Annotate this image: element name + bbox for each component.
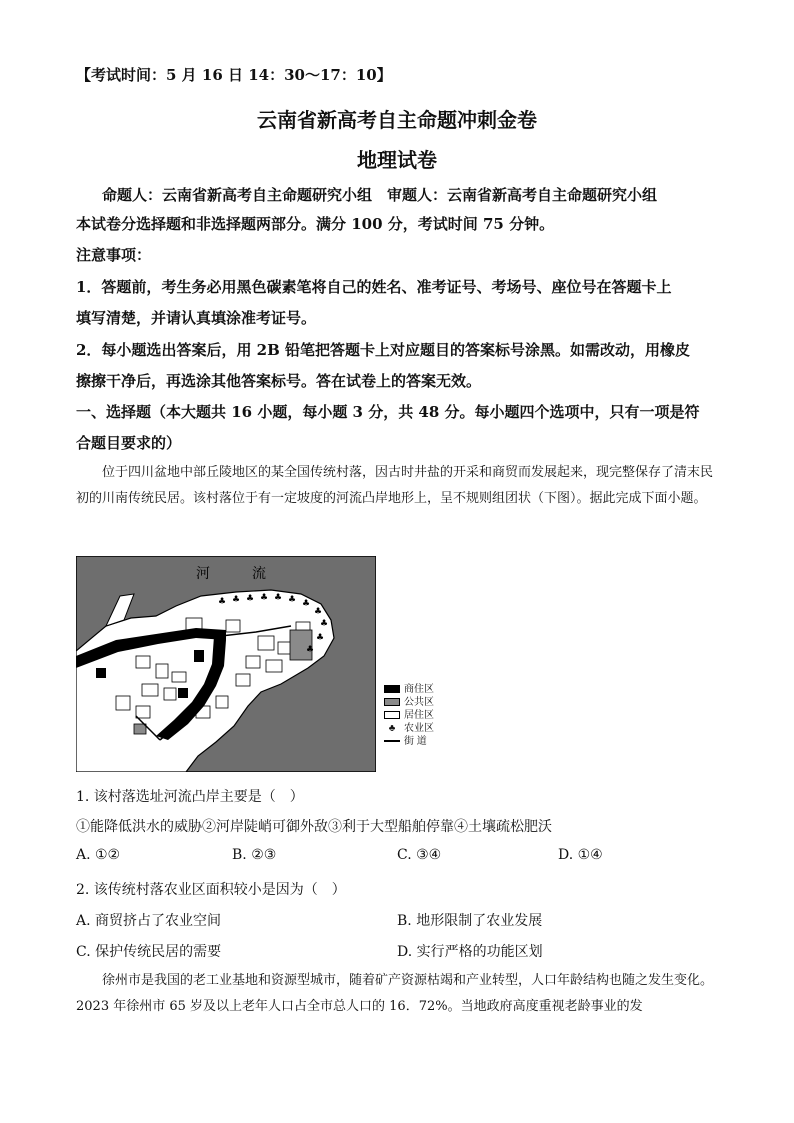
q2-option-c[interactable]: C. 保护传统民居的需要	[76, 944, 222, 960]
passage-2-text: 徐州市是我国的老工业基地和资源型城市，随着矿产资源枯竭和产业转型，人口年龄结构也随之发生变化。2023 年徐州市 65 岁及以上老年人口占全市总人口的 16．72%。当地政府高度重视老龄事业的发	[76, 973, 714, 1014]
exam-time: 【考试时间：5 月 16 日 14：30～17：10】	[76, 66, 392, 84]
q1-option-c[interactable]: C. ③④	[397, 847, 442, 863]
section-heading-line-1: 一、选择题（本大题共 16 小题，每小题 3 分，共 48 分。每小题四个选项中，只有一项是符	[76, 403, 700, 421]
street-swatch	[384, 740, 400, 742]
svg-text:♣: ♣	[260, 593, 269, 603]
svg-text:♣: ♣	[232, 595, 241, 605]
q2-stem: 2. 该传统村落农业区面积较小是因为（ ）	[76, 882, 346, 898]
q2-option-a[interactable]: A. 商贸挤占了农业空间	[76, 913, 222, 929]
svg-text:♣: ♣	[302, 599, 311, 609]
passage-2	[76, 968, 721, 1020]
notice-1-line-1: 1．答题前，考生务必用黑色碳素笔将自己的姓名、准考证号、考场号、座位号在答题卡上	[76, 278, 672, 296]
village-map	[76, 556, 376, 772]
legend-commercial: 商住区	[384, 683, 454, 696]
river-label-1: 河	[196, 566, 210, 582]
river-label-2: 流	[252, 566, 266, 582]
q1-stem: 1. 该村落选址河流凸岸主要是（ ）	[76, 789, 304, 805]
notice-1-line-2: 填写清楚，并请认真填涂准考证号。	[76, 309, 317, 327]
legend-residential: 居住区	[384, 709, 454, 722]
svg-text:♣: ♣	[218, 597, 227, 607]
q1-statements: ①能降低洪水的威胁②河岸陡峭可御外敌③利于大型船舶停靠④土壤疏松肥沃	[76, 819, 552, 835]
commercial-swatch	[384, 685, 400, 693]
notice-2-line-1: 2．每小题选出答案后，用 2B 铅笔把答题卡上对应题目的答案标号涂黑。如需改动，用橡皮	[76, 341, 691, 359]
q1-option-a[interactable]: A. ①②	[76, 847, 121, 863]
q2-option-d[interactable]: D. 实行严格的功能区划	[397, 944, 543, 960]
q1-option-b[interactable]: B. ②③	[232, 847, 277, 863]
section-heading-line-2: 合题目要求的）	[76, 434, 182, 452]
svg-text:♣: ♣	[288, 595, 297, 605]
paper-subject: 地理试卷	[357, 148, 437, 172]
paper-title: 云南省新高考自主命题冲刺金卷	[257, 108, 537, 132]
svg-text:♣: ♣	[246, 594, 255, 604]
authors-line: 命题人：云南省新高考自主命题研究小组 审题人：云南省新高考自主命题研究小组	[102, 186, 658, 204]
passage-1-text: 位于四川盆地中部丘陵地区的某全国传统村落，因古时井盐的开采和商贸而发展起来，现完整保存了清末民初的川南传统民居。该村落位于有一定坡度的河流凸岸地形上，呈不规则组团状（下图）。据此完成下面小题。	[76, 465, 714, 506]
q1-option-d[interactable]: D. ①④	[558, 847, 603, 863]
q2-option-b[interactable]: B. 地形限制了农业发展	[397, 913, 543, 929]
structure-line: 本试卷分选择题和非选择题两部分。满分 100 分，考试时间 75 分钟。	[76, 215, 555, 233]
tree-icon: ♣	[388, 722, 396, 734]
residential-swatch	[384, 711, 400, 719]
svg-text:♣: ♣	[306, 645, 315, 655]
legend-public: 公共区	[384, 696, 454, 709]
public-swatch	[384, 698, 400, 706]
map-legend	[384, 683, 454, 748]
svg-text:♣: ♣	[314, 607, 323, 617]
notice-title: 注意事项：	[76, 246, 152, 264]
legend-street: 街 道	[384, 735, 454, 748]
svg-text:♣: ♣	[274, 593, 283, 603]
notice-2-line-2: 擦擦干净后，再选涂其他答案标号。答在试卷上的答案无效。	[76, 372, 482, 390]
svg-text:♣: ♣	[320, 619, 329, 629]
passage-1	[76, 460, 721, 512]
legend-agricultural: ♣ 农业区	[384, 722, 454, 735]
svg-text:♣: ♣	[316, 633, 325, 643]
